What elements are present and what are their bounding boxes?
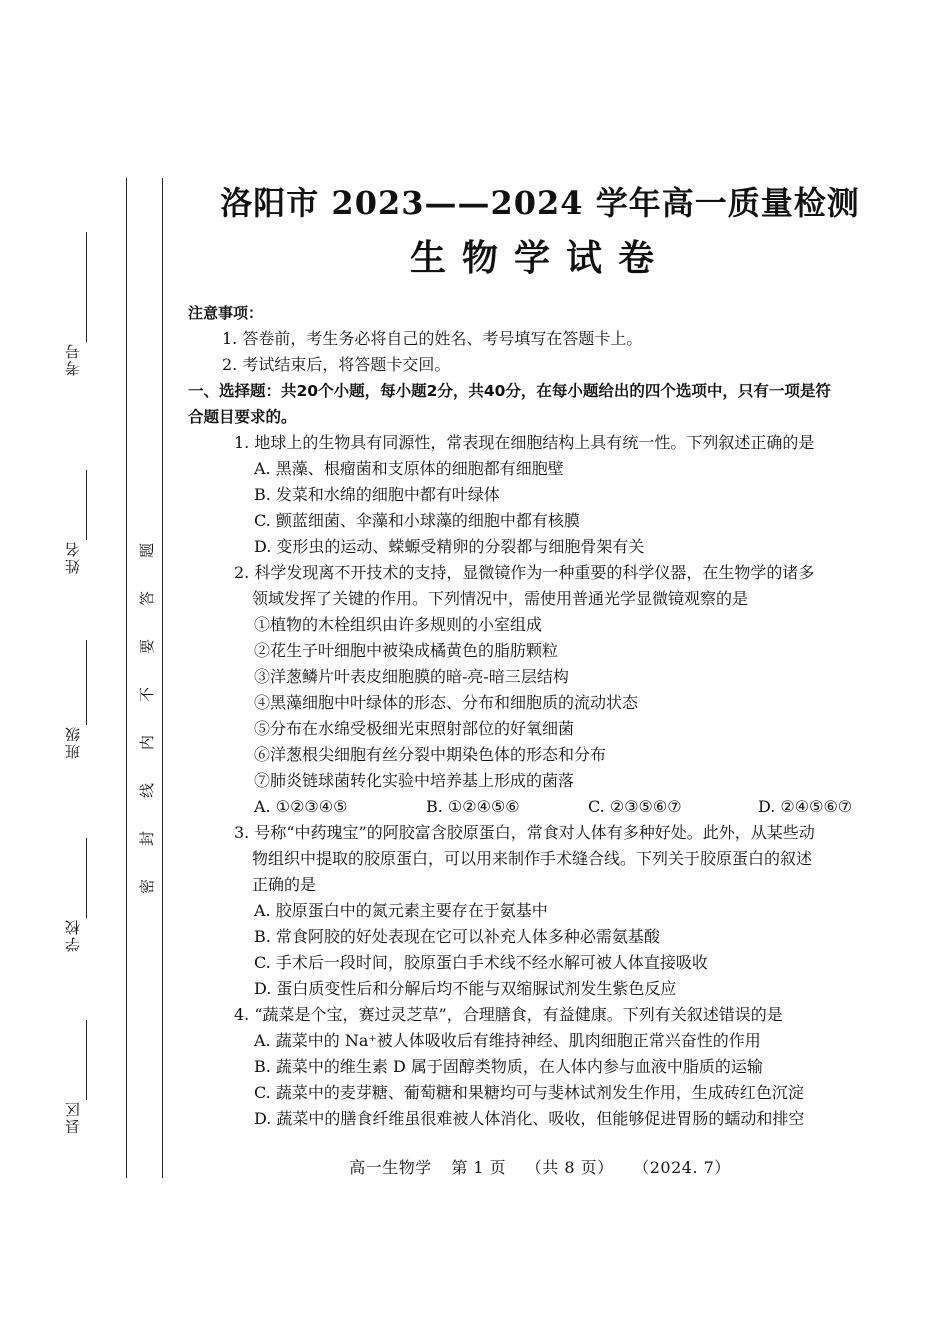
statement-item: ③洋葱鳞片叶表皮细胞膜的暗-亮-暗三层结构 <box>254 667 569 686</box>
statement-item: ④黑藻细胞中叶绿体的形态、分布和细胞质的流动状态 <box>254 693 639 712</box>
section-heading-line: 一、选择题：共20个小题，每小题2分，共40分，在每小题给出的四个选项中，只有一项是符 <box>188 382 831 400</box>
name-label: 姓名 <box>64 540 82 574</box>
option-c: C. 颤蓝细菌、伞藻和小球藻的细胞中都有核膜 <box>254 511 580 530</box>
section-heading <box>188 378 888 430</box>
options-row <box>234 794 888 820</box>
county-field <box>58 1020 87 1134</box>
option-a: A. 胶原蛋白中的氮元素主要存在于氨基中 <box>254 901 548 920</box>
statement-item: ①植物的木栓组织由许多规则的小室组成 <box>254 615 543 634</box>
exam-body <box>188 300 888 1132</box>
seal-char: 不 <box>138 686 157 703</box>
seal-char: 要 <box>138 638 157 655</box>
question-stem-cont: 物组织中提取的胶原蛋白，可以用来制作手术缝合线。下列关于胶原蛋白的叙述 <box>252 849 813 868</box>
footer-total: （共 8 页） <box>525 1158 614 1177</box>
question-stem: 2. 科学发现离不开技术的支持，显微镜作为一种重要的科学仪器，在生物学的诸多 <box>234 563 815 582</box>
exam-title: 洛阳市 2023——2024 学年高一质量检测 <box>220 184 860 222</box>
notice-item: 1. 答卷前，考生务必将自己的姓名、考号填写在答题卡上。 <box>222 329 643 348</box>
question-1 <box>188 430 888 560</box>
seal-char: 答 <box>138 590 157 607</box>
question-2 <box>188 560 888 820</box>
school-label: 学校 <box>64 918 82 952</box>
page-footer <box>175 1155 905 1178</box>
option-b: B. 常食阿胶的好处表现在它可以补充人体多种必需氨基酸 <box>254 927 660 946</box>
section-heading-line: 合题目要求的。 <box>188 408 297 426</box>
statement-item: ⑥洋葱根尖细胞有丝分裂中期染色体的形态和分布 <box>254 745 607 764</box>
class-label: 班级 <box>64 725 82 759</box>
option-b: B. 发菜和水绵的细胞中都有叶绿体 <box>254 485 500 504</box>
seal-notice <box>134 540 160 897</box>
option-c: C. 手术后一段时间，胶原蛋白手术线不经水解可被人体直接吸收 <box>254 953 708 972</box>
question-stem-cont: 领域发挥了关键的作用。下列情况中，需使用普通光学显微镜观察的是 <box>252 589 749 608</box>
exam-subject-title: 生物学试卷 <box>409 237 670 279</box>
notice-title: 注意事项： <box>188 304 264 322</box>
option-a: A. 黑藻、根瘤菌和支原体的细胞都有细胞壁 <box>254 459 564 478</box>
seal-char: 题 <box>138 542 157 559</box>
option-d: D. 蔬菜中的膳食纤维虽很难被人体消化、吸收，但能够促进胃肠的蠕动和排空 <box>254 1109 805 1128</box>
statement-item: ⑦肺炎链球菌转化实验中培养基上形成的菌落 <box>254 771 575 790</box>
school-field <box>58 838 87 952</box>
question-3 <box>188 820 888 1002</box>
statement-item: ②花生子叶细胞中被染成橘黄色的脂肪颗粒 <box>254 641 559 660</box>
question-stem: 1. 地球上的生物具有同源性，常表现在细胞结构上具有统一性。下列叙述正确的是 <box>234 433 815 452</box>
option-a: A. 蔬菜中的 Na⁺被人体吸收后有维持神经、肌肉细胞正常兴奋性的作用 <box>254 1031 761 1050</box>
binding-line-inner <box>162 178 163 1178</box>
exam-number-field <box>58 232 87 376</box>
seal-char: 内 <box>138 734 157 751</box>
option-d: D. 蛋白质变性后和分解后均不能与双缩脲试剂发生紫色反应 <box>254 979 677 998</box>
county-label: 县区 <box>64 1100 82 1134</box>
exam-number-label: 考号 <box>64 342 82 376</box>
question-stem: 3. 号称“中药瑰宝”的阿胶富含胶原蛋白，常食对人体有多种好处。此外，从某些动 <box>234 823 815 842</box>
statement-item: ⑤分布在水绵受极细光束照射部位的好氧细菌 <box>254 719 575 738</box>
seal-char: 封 <box>138 830 157 847</box>
option-b: B. 蔬菜中的维生素 D 属于固醇类物质，在人体内参与血液中脂质的运输 <box>254 1057 763 1076</box>
option-d: D. ②④⑤⑥⑦ <box>758 797 853 816</box>
notice-item: 2. 考试结束后，将答题卡交回。 <box>222 355 451 374</box>
question-4 <box>188 1002 888 1132</box>
question-stem: 4. “蔬菜是个宝，赛过灵芝草”，合理膳食，有益健康。下列有关叙述错误的是 <box>234 1005 783 1024</box>
question-stem-cont: 正确的是 <box>252 875 317 894</box>
footer-page: 第 1 页 <box>451 1158 507 1177</box>
option-c: C. ②③⑤⑥⑦ <box>588 797 682 816</box>
option-b: B. ①②④⑤⑥ <box>426 797 520 816</box>
binding-line-outer <box>126 178 127 1178</box>
seal-char: 线 <box>138 782 157 799</box>
name-field <box>58 470 87 574</box>
option-d: D. 变形虫的运动、蝾螈受精卵的分裂都与细胞骨架有关 <box>254 537 645 556</box>
option-c: C. 蔬菜中的麦芽糖、葡萄糖和果糖均可与斐林试剂发生作用，生成砖红色沉淀 <box>254 1083 804 1102</box>
seal-char: 密 <box>138 878 157 895</box>
option-a: A. ①②③④⑤ <box>254 797 348 816</box>
footer-subject: 高一生物学 <box>349 1158 432 1177</box>
class-field <box>58 640 87 759</box>
footer-date: （2024. 7） <box>633 1158 731 1177</box>
